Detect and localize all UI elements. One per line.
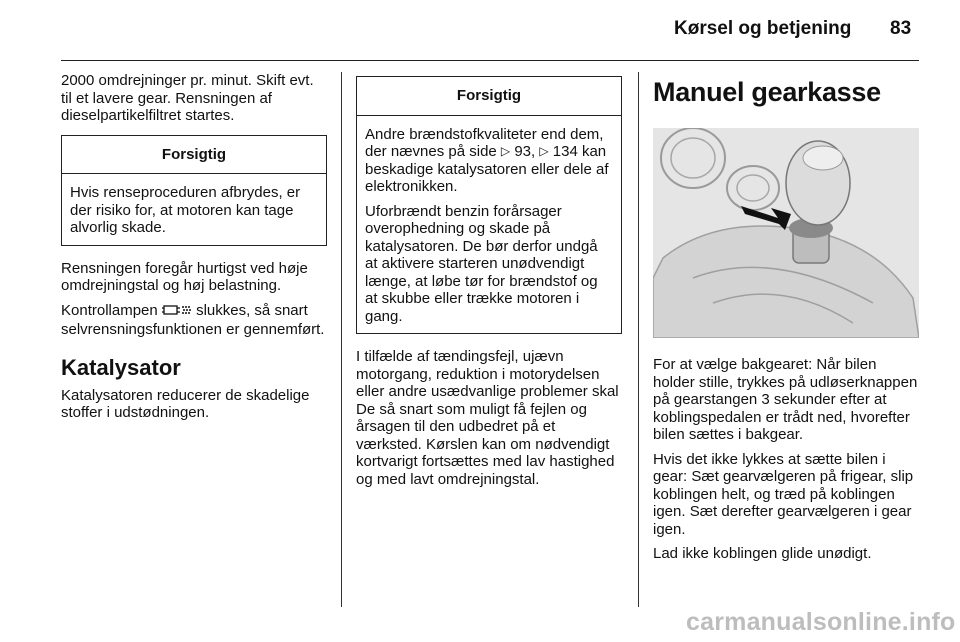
warning-title: Forsigtig <box>62 136 326 175</box>
warning-title: Forsigtig <box>357 77 621 116</box>
warning-text-part: 134 kan beskadige katalysatoren eller dele af elektronikken. <box>365 143 609 195</box>
header-rule <box>61 60 919 61</box>
warning-box <box>356 76 622 334</box>
dpf-warning-lamp-icon <box>162 303 192 322</box>
column-3 <box>653 72 919 570</box>
warning-body <box>357 116 621 334</box>
intro-paragraph: 2000 omdrejninger pr. minut. Skift evt. til et lavere gear. Rensningen af dieselpartikelfiltret startes. <box>61 72 314 124</box>
column-1 <box>61 72 327 429</box>
header-title: Kørsel og betjening <box>674 18 852 39</box>
paragraph: I tilfælde af tændingsfejl, ujævn motorgang, reduktion i motorydelsen eller andre usædvanlige problemer skal De så snart som muligt få fejlen og årsagen til den udbedret på et værksted. Kørslen kan om nødvendigt kortvarigt fortsættes med lav hastighed og med lavt omdrejningstal. <box>356 348 619 488</box>
warning-text <box>365 126 613 196</box>
paragraph: Hvis det ikke lykkes at sætte bilen i gear: Sæt gearvælgeren på frigear, slip koblingen helt, og træd på koblingen igen. Sæt derefter gearvælgeren i gear igen. <box>653 450 914 538</box>
paragraph-text: slukkes, så snart selvrensningsfunktionen er gennemført. <box>61 301 325 338</box>
column-divider-left <box>341 72 342 607</box>
paragraph-lamp <box>61 302 327 339</box>
page-number: 83 <box>890 18 912 39</box>
arrow-reference-icon: ▷ <box>539 144 549 158</box>
paragraph-text: Kontrollampen <box>61 301 158 319</box>
page-heading: Manuel gearkasse <box>653 77 881 107</box>
paragraph: Rensningen foregår hurtigst ved høje omdrejningstal og høj belastning. <box>61 259 308 294</box>
warning-text: Uforbrændt benzin forårsager overophedning og skade på katalysatoren. De bør derfor undgå at aktivere starteren unødvendigt længe, at løbe tør for brændstof og at skubbe eller trække motoren i gang. <box>365 202 598 325</box>
gear-lever-illustration <box>653 128 919 338</box>
paragraph: Katalysatoren reducerer de skadelige stoffer i udstødningen. <box>61 386 310 421</box>
paragraph: Lad ikke koblingen glide unødigt. <box>653 545 872 562</box>
arrow-reference-icon: ▷ <box>500 144 511 158</box>
column-divider-right <box>638 72 639 607</box>
section-heading: Katalysator <box>61 354 181 380</box>
paragraph: For at vælge bakgearet: Når bilen holder stille, trykkes på udløserknappen på gearstangen 3 sekunder efter at koblingspedalen er trådt ned, hvorefter bilen sættes i bakgear. <box>653 356 918 443</box>
column-2 <box>356 72 622 495</box>
warning-text: Hvis renseproceduren afbrydes, er der risiko for, at motoren kan tage alvorlig skade. <box>70 184 301 236</box>
watermark: carmanualsonline.info <box>686 608 956 636</box>
warning-body <box>62 174 326 245</box>
warning-text-part: Andre brændstofkvaliteter end dem, der nævnes på side <box>365 125 604 160</box>
page-reference[interactable]: 93, <box>514 143 536 160</box>
warning-box <box>61 135 327 246</box>
